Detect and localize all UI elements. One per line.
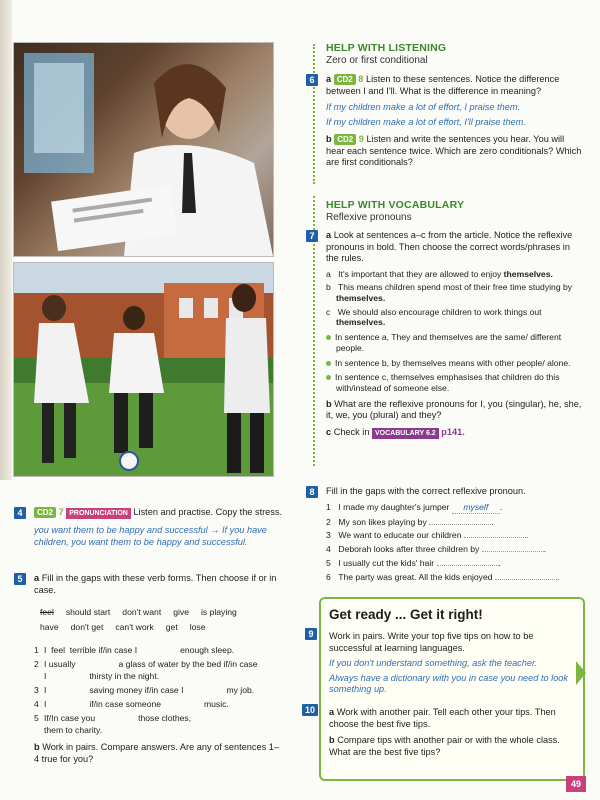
exercise-7a bbox=[326, 230, 584, 265]
ex7b-letter: b bbox=[326, 398, 332, 409]
exercise-10 bbox=[329, 707, 569, 758]
ex8-item bbox=[326, 530, 584, 541]
item-number: 1 bbox=[34, 645, 39, 655]
word-box-item: give bbox=[173, 607, 189, 617]
vocabulary-reference-badge[interactable]: VOCABULARY 6.2 bbox=[372, 428, 439, 439]
item-text: I feel terrible if/in case I enough sleep. bbox=[44, 645, 235, 655]
ex8-item bbox=[326, 517, 584, 528]
get-ready-box bbox=[319, 597, 585, 781]
exercise-9 bbox=[329, 631, 569, 696]
ex8-item bbox=[326, 544, 584, 555]
item-text: We want to educate our children bbox=[338, 530, 462, 541]
ex8-list bbox=[326, 502, 584, 585]
word-box-item: can't work bbox=[115, 621, 154, 632]
exercise-4 bbox=[34, 507, 284, 519]
ex9-text: Work in pairs. Write your top five tips on how to be successful at learning languages. bbox=[329, 631, 534, 653]
ex6b-text: Listen and write the sentences you hear. You will hear each sentence twice. Which are zero conditionals? Which are first conditionals? bbox=[326, 134, 582, 167]
ex9-example-1: If you don't understand something, ask the teacher. bbox=[329, 658, 538, 668]
photo-children-football bbox=[13, 262, 274, 477]
word-box bbox=[40, 607, 285, 632]
ex10a-letter: a bbox=[329, 707, 335, 717]
ex6-example-1: If my children make a lot of effort, I praise them. bbox=[326, 102, 521, 112]
photo-student-studying bbox=[13, 42, 274, 257]
exercise-7c bbox=[326, 427, 584, 439]
word-box-item: have bbox=[40, 621, 59, 632]
listening-heading: HELP WITH LISTENING bbox=[326, 42, 447, 54]
answer-gap[interactable] bbox=[482, 551, 544, 552]
track-number: 9 bbox=[358, 134, 364, 144]
ex5b-text: Work in pairs. Compare answers. Are any of sentences 1–4 true for you? bbox=[34, 742, 279, 764]
ex5-item bbox=[34, 671, 286, 682]
word-box-item: should start bbox=[65, 607, 111, 617]
sentence-text: This means children spend most of their free time studying by bbox=[338, 282, 573, 293]
answer-gap[interactable] bbox=[429, 524, 491, 525]
exercise-7-number: 7 bbox=[306, 230, 318, 242]
item-number: 5 bbox=[34, 712, 39, 723]
ex5-item bbox=[34, 659, 286, 670]
item-text: them to charity. bbox=[44, 725, 103, 736]
ex7-sentence-c bbox=[326, 307, 584, 328]
item-number: 3 bbox=[34, 685, 39, 696]
word-box-item: don't want bbox=[122, 607, 162, 617]
cd-badge: CD2 bbox=[334, 74, 356, 85]
sentence-letter: b bbox=[326, 282, 331, 293]
track-number: 7 bbox=[58, 507, 64, 517]
cd-badge: CD2 bbox=[334, 134, 356, 145]
answer-gap[interactable] bbox=[437, 565, 499, 566]
ex4-example: you want them to be happy and successful → If you have children, you want them to be happy and successful. bbox=[34, 525, 267, 547]
exercise-6a bbox=[326, 74, 584, 97]
ex7a-text: Look at sentences a–c from the article. Notice the reflexive pronouns in bold. Then choose the correct words/phrases in the rules. bbox=[326, 230, 573, 263]
ex8-instruction: Fill in the gaps with the correct reflexive pronoun. bbox=[326, 486, 526, 496]
exercise-9-number: 9 bbox=[305, 628, 317, 640]
item-text: If/In case you those clothes, bbox=[44, 712, 192, 723]
ex7a-letter: a bbox=[326, 230, 332, 240]
ex4-text: Listen and practise. Copy the stress. bbox=[133, 507, 283, 517]
item-end: . bbox=[498, 557, 501, 568]
sentence-letter: a bbox=[326, 268, 331, 279]
exercise-6-number: 6 bbox=[306, 74, 318, 86]
ex5-list bbox=[34, 645, 286, 739]
answer-gap[interactable] bbox=[495, 579, 557, 580]
exercise-5b bbox=[34, 742, 284, 765]
rule-text: In sentence b, by themselves means with other people/ alone. bbox=[335, 357, 571, 368]
binder-strip bbox=[0, 0, 12, 480]
ex9-example-2: Always have a dictionary with you in case you need to look something up. bbox=[329, 672, 569, 694]
item-end: . bbox=[556, 571, 560, 582]
ex5b-letter: b bbox=[34, 742, 40, 752]
sentence-text: We should also encourage children to work things out bbox=[337, 306, 542, 317]
ex6b-letter: b bbox=[326, 134, 332, 144]
ex6a-text: Listen to these sentences. Notice the difference between I and I'll. What is the difference in meaning? bbox=[326, 74, 560, 96]
item-end: . bbox=[491, 516, 494, 527]
ex10b-letter: b bbox=[329, 735, 335, 745]
word-box-item: feel bbox=[40, 607, 54, 617]
exercise-10-number: 10 bbox=[302, 704, 318, 716]
ex5a-letter: a bbox=[34, 573, 40, 583]
football-illustration bbox=[14, 263, 273, 476]
item-number: 2 bbox=[34, 658, 39, 669]
ex5-item bbox=[34, 685, 286, 696]
word-box-item: don't get bbox=[70, 621, 104, 632]
ex5-item bbox=[34, 645, 286, 656]
vocabulary-subheading: Reflexive pronouns bbox=[326, 212, 412, 224]
item-number: 4 bbox=[326, 544, 331, 555]
item-number: 5 bbox=[326, 557, 331, 568]
item-end: . bbox=[499, 502, 503, 512]
word-box-item: lose bbox=[189, 621, 206, 632]
item-text: Deborah looks after three children by bbox=[338, 544, 480, 555]
exercise-5a bbox=[34, 573, 284, 596]
vocabulary-heading: HELP WITH VOCABULARY bbox=[326, 199, 465, 211]
item-number: 3 bbox=[326, 530, 331, 541]
ex8-item bbox=[326, 502, 584, 514]
word-box-item: get bbox=[165, 621, 178, 632]
page-number: 49 bbox=[566, 776, 586, 792]
ex10b-text: Compare tips with another pair or with the whole class. What are the best five tips? bbox=[329, 735, 560, 757]
ex7-rule-3 bbox=[326, 372, 584, 393]
ex8-item bbox=[326, 572, 584, 583]
cd-badge: CD2 bbox=[34, 507, 56, 518]
item-end: . bbox=[525, 530, 529, 541]
ex8-item bbox=[326, 558, 584, 569]
track-number: 8 bbox=[358, 74, 364, 84]
rule-text: In sentence a, They and themselves are the same/ different people. bbox=[335, 332, 562, 353]
item-number: 6 bbox=[326, 571, 331, 582]
ex7c-text: Check in bbox=[333, 426, 370, 437]
ex5a-text: Fill in the gaps with these verb forms. Then choose if or in case. bbox=[34, 573, 277, 595]
exercise-5-number: 5 bbox=[14, 573, 26, 585]
ex7-rule-1 bbox=[326, 332, 584, 353]
ex7b-text: What are the reflexive pronouns for I, you (singular), he, she, it, we, you (plural) and they? bbox=[326, 398, 582, 421]
sentence-bold: themselves. bbox=[503, 268, 553, 279]
item-number: 1 bbox=[326, 502, 331, 512]
ex6a-letter: a bbox=[326, 74, 332, 84]
rule-text: In sentence c, themselves emphasises that children do this with/instead of someone else. bbox=[335, 372, 560, 394]
ex5-item bbox=[34, 725, 286, 736]
sentence-bold: themselves. bbox=[336, 292, 386, 303]
sentence-text: It's important that they are allowed to enjoy bbox=[338, 268, 502, 279]
item-text: I thirsty in the night. bbox=[44, 671, 160, 682]
ex6-example-2: If my children make a lot of effort, I'll praise them. bbox=[326, 116, 526, 127]
bullet-icon bbox=[326, 335, 331, 340]
arrow-right-icon bbox=[576, 661, 586, 685]
item-number: 4 bbox=[34, 698, 39, 709]
item-text: I if/in case someone music. bbox=[44, 698, 229, 709]
ex5-item bbox=[34, 713, 286, 724]
pronunciation-badge: PRONUNCIATION bbox=[66, 508, 131, 519]
sentence-bold: themselves. bbox=[336, 317, 386, 328]
bullet-icon bbox=[326, 361, 331, 366]
answer-gap[interactable]: myself bbox=[452, 502, 500, 514]
word-box-item: is playing bbox=[200, 607, 237, 617]
item-number: 2 bbox=[326, 516, 331, 527]
dotted-divider-listening bbox=[313, 44, 315, 184]
exercise-8-number: 8 bbox=[306, 486, 318, 498]
exercise-4-number: 4 bbox=[14, 507, 26, 519]
item-text: I usually a glass of water by the bed if/in case bbox=[44, 658, 258, 669]
item-end: . bbox=[543, 544, 547, 555]
listening-subheading: Zero or first conditional bbox=[326, 55, 428, 67]
bullet-icon bbox=[326, 375, 331, 380]
ex10a-text: Work with another pair. Tell each other your tips. Then choose the best five tips. bbox=[329, 707, 556, 729]
exercise-7b bbox=[326, 399, 584, 422]
ex5-item bbox=[34, 699, 286, 710]
answer-gap[interactable] bbox=[464, 537, 526, 538]
item-text: I usually cut the kids' hair bbox=[338, 557, 435, 568]
item-text: I made my daughter's jumper bbox=[338, 502, 450, 512]
get-ready-title: Get ready ... Get it right! bbox=[329, 607, 483, 622]
page-reference: p141. bbox=[441, 426, 465, 437]
item-text: I saving money if/in case I my job. bbox=[44, 685, 255, 696]
item-text: The party was great. All the kids enjoyed bbox=[338, 571, 493, 582]
sentence-letter: c bbox=[326, 306, 331, 317]
ex7-sentence-a bbox=[326, 269, 584, 280]
item-text: My son likes playing by bbox=[338, 516, 427, 527]
exercise-6b bbox=[326, 134, 584, 169]
student-illustration bbox=[14, 43, 273, 256]
ex7-rule-2 bbox=[326, 358, 584, 369]
ex7-sentence-b bbox=[326, 282, 584, 303]
ex7c-letter: c bbox=[326, 426, 332, 437]
